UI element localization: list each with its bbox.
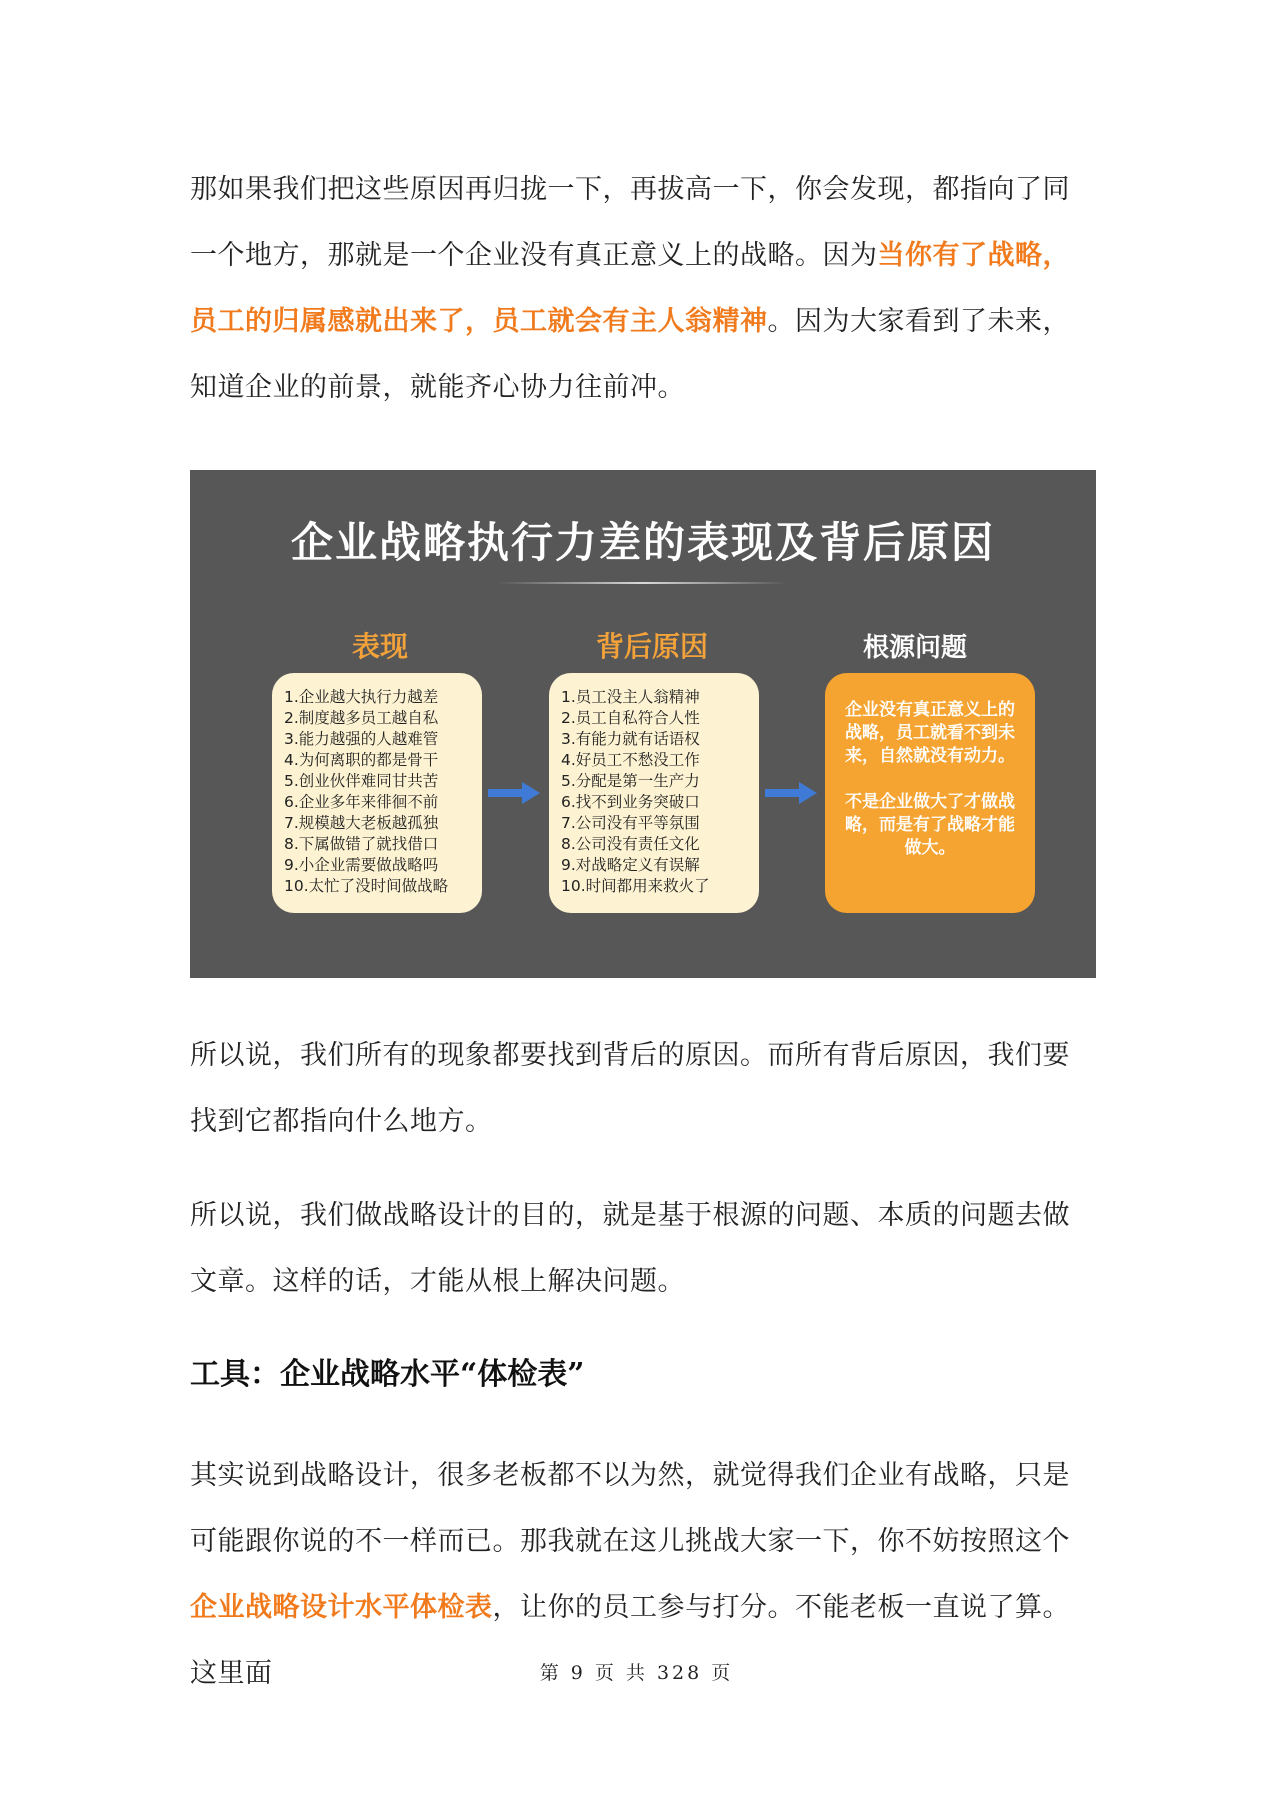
right-arrow-icon [488,781,540,805]
symptom-item: 10.太忙了没时间做战略 [284,877,449,895]
symptom-item: 2.制度越多员工越自私 [284,709,439,727]
causes-box [549,673,759,913]
symptom-item: 3.能力越强的人越难管 [284,730,439,748]
strategy-figure [190,470,1096,978]
paragraph-1-highlight: 当你有了战略，员工的归属感就出来了，员工就会有主人翁精神 [190,240,1070,337]
symptom-item: 6.企业多年来徘徊不前 [284,793,439,811]
paragraph-1 [190,157,1075,421]
cause-item: 9.对战略定义有误解 [561,856,700,874]
cause-item: 4.好员工不愁没工作 [561,751,700,769]
paragraph-2: 所以说，我们所有的现象都要找到背后的原因。而所有背后原因，我们要找到它都指向什么地方。 [190,1040,1070,1137]
paragraph-4-text-a: 其实说到战略设计，很多老板都不以为然，就觉得我们企业有战略，只是可能跟你说的不一样而已。那我就在这儿挑战大家一下，你不妨按照这个 [190,1460,1070,1557]
title-divider [498,582,788,584]
root-problem-text-2: 不是企业做大了才做战略，而是有了战略才能做大。 [845,792,1015,858]
paragraph-3: 所以说，我们做战略设计的目的，就是基于根源的问题、本质的问题去做文章。这样的话，才能从根上解决问题。 [190,1200,1070,1297]
root-problem-text-1: 企业没有真正意义上的战略，员工就看不到未来，自然就没有动力。 [845,700,1015,766]
cause-item: 2.员工自私符合人性 [561,709,700,727]
right-arrow-icon [765,781,817,805]
figure-title: 企业战略执行力差的表现及背后原因 [290,518,995,567]
column-title-causes: 背后原因 [595,630,708,663]
cause-item: 8.公司没有责任文化 [561,835,700,853]
paragraph-4-highlight: 企业战略设计水平体检表 [190,1592,493,1623]
paragraph-1-text-a: 那如果我们把这些原因再归拢一下，再拔高一下，你会发现，都指向了同一个地方，那就是一个企业没有真正意义上的战略。因为 [190,174,1070,271]
cause-item: 1.员工没主人翁精神 [561,688,700,706]
cause-item: 7.公司没有平等氛围 [561,814,700,832]
section-heading: 工具：企业战略水平“体检表” [190,1357,585,1392]
symptom-item: 1.企业越大执行力越差 [284,688,439,706]
symptom-item: 4.为何离职的都是骨干 [284,751,439,769]
causes-list [561,687,759,897]
cause-item: 3.有能力就有话语权 [561,730,700,748]
symptom-item: 5.创业伙伴难同甘共苦 [284,772,439,790]
symptoms-box [272,673,482,913]
cause-item: 5.分配是第一生产力 [561,772,700,790]
cause-item: 10.时间都用来救火了 [561,877,710,895]
symptoms-list [284,687,482,897]
page-footer: 第 9 页 共 328 页 [539,1662,734,1684]
column-title-root: 根源问题 [862,633,967,663]
cause-item: 6.找不到业务突破口 [561,793,700,811]
symptom-item: 9.小企业需要做战略吗 [284,856,439,874]
column-title-symptoms: 表现 [351,630,408,663]
root-problem-box [825,673,1035,913]
paragraph-1-text-c: 。因为大家看到了未来，知道企业的前景，就能齐心协力往前冲。 [190,306,1070,403]
symptom-item: 8.下属做错了就找借口 [284,835,439,853]
symptom-item: 7.规模越大老板越孤独 [284,814,439,832]
paragraph-4-text-c: ，让你的员工参与打分。不能老板一直说了算。这里面 [190,1592,1070,1689]
